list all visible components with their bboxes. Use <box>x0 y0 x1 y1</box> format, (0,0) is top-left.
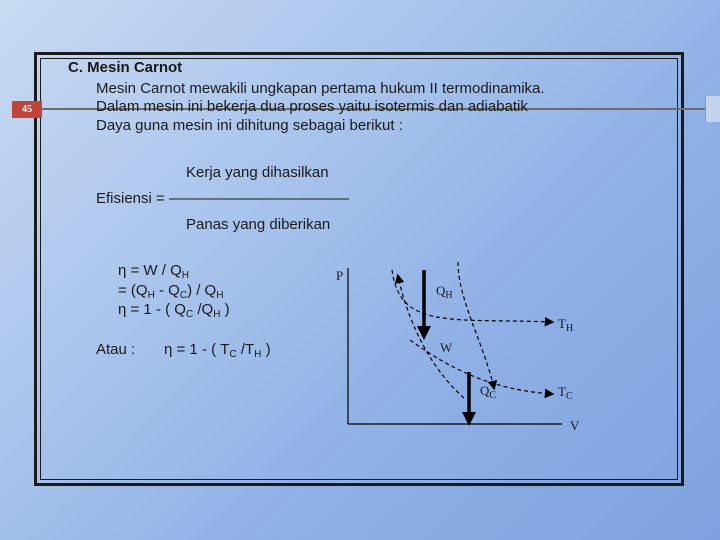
adiabat-left <box>398 276 464 398</box>
intro-line-3: Daya guna mesin ini dihitung sebagai berikut : <box>96 117 403 134</box>
efficiency-label: Efisiensi = ———————————— <box>96 190 349 207</box>
slide-number-badge: 45 <box>12 101 42 118</box>
formula-2: = $(Q_H - Q_C) / Q_H$ <box>118 282 224 301</box>
efficiency-denominator: Panas yang diberikan <box>186 216 331 233</box>
p-axis-label: P <box>336 268 344 283</box>
atau-label: Atau : <box>96 341 136 358</box>
formula-3: η = 1 - ( $Q_C$ $/Q_H$ ) <box>118 301 230 320</box>
intro-line-1: Mesin Carnot mewakili ungkapan pertama hukum II termodinamika. <box>96 80 545 97</box>
qh-label: $Q_H$ <box>436 283 453 301</box>
isotherm-th <box>392 270 552 322</box>
fraction-bar: ———————————— <box>168 190 349 207</box>
v-axis-label: V <box>570 418 580 433</box>
formula-4: η = 1 - ( $T_C$ $/T_H$ ) <box>164 341 271 360</box>
adiabat-right <box>458 262 494 388</box>
section-heading: C. Mesin Carnot <box>68 59 183 76</box>
formula-1: $\eta = W / Q_H$ <box>118 262 189 281</box>
efficiency-numerator: Kerja yang dihasilkan <box>186 164 329 181</box>
w-label: W <box>440 340 453 355</box>
th-label: $T_H$ <box>558 316 574 334</box>
intro-line-2: Dalam mesin ini bekerja dua proses yaitu isotermis dan adiabatik <box>96 98 528 115</box>
tc-label: $T_C$ <box>558 384 573 402</box>
qh-arrow-head <box>417 326 431 340</box>
qc-label: $Q_C$ <box>480 383 497 401</box>
